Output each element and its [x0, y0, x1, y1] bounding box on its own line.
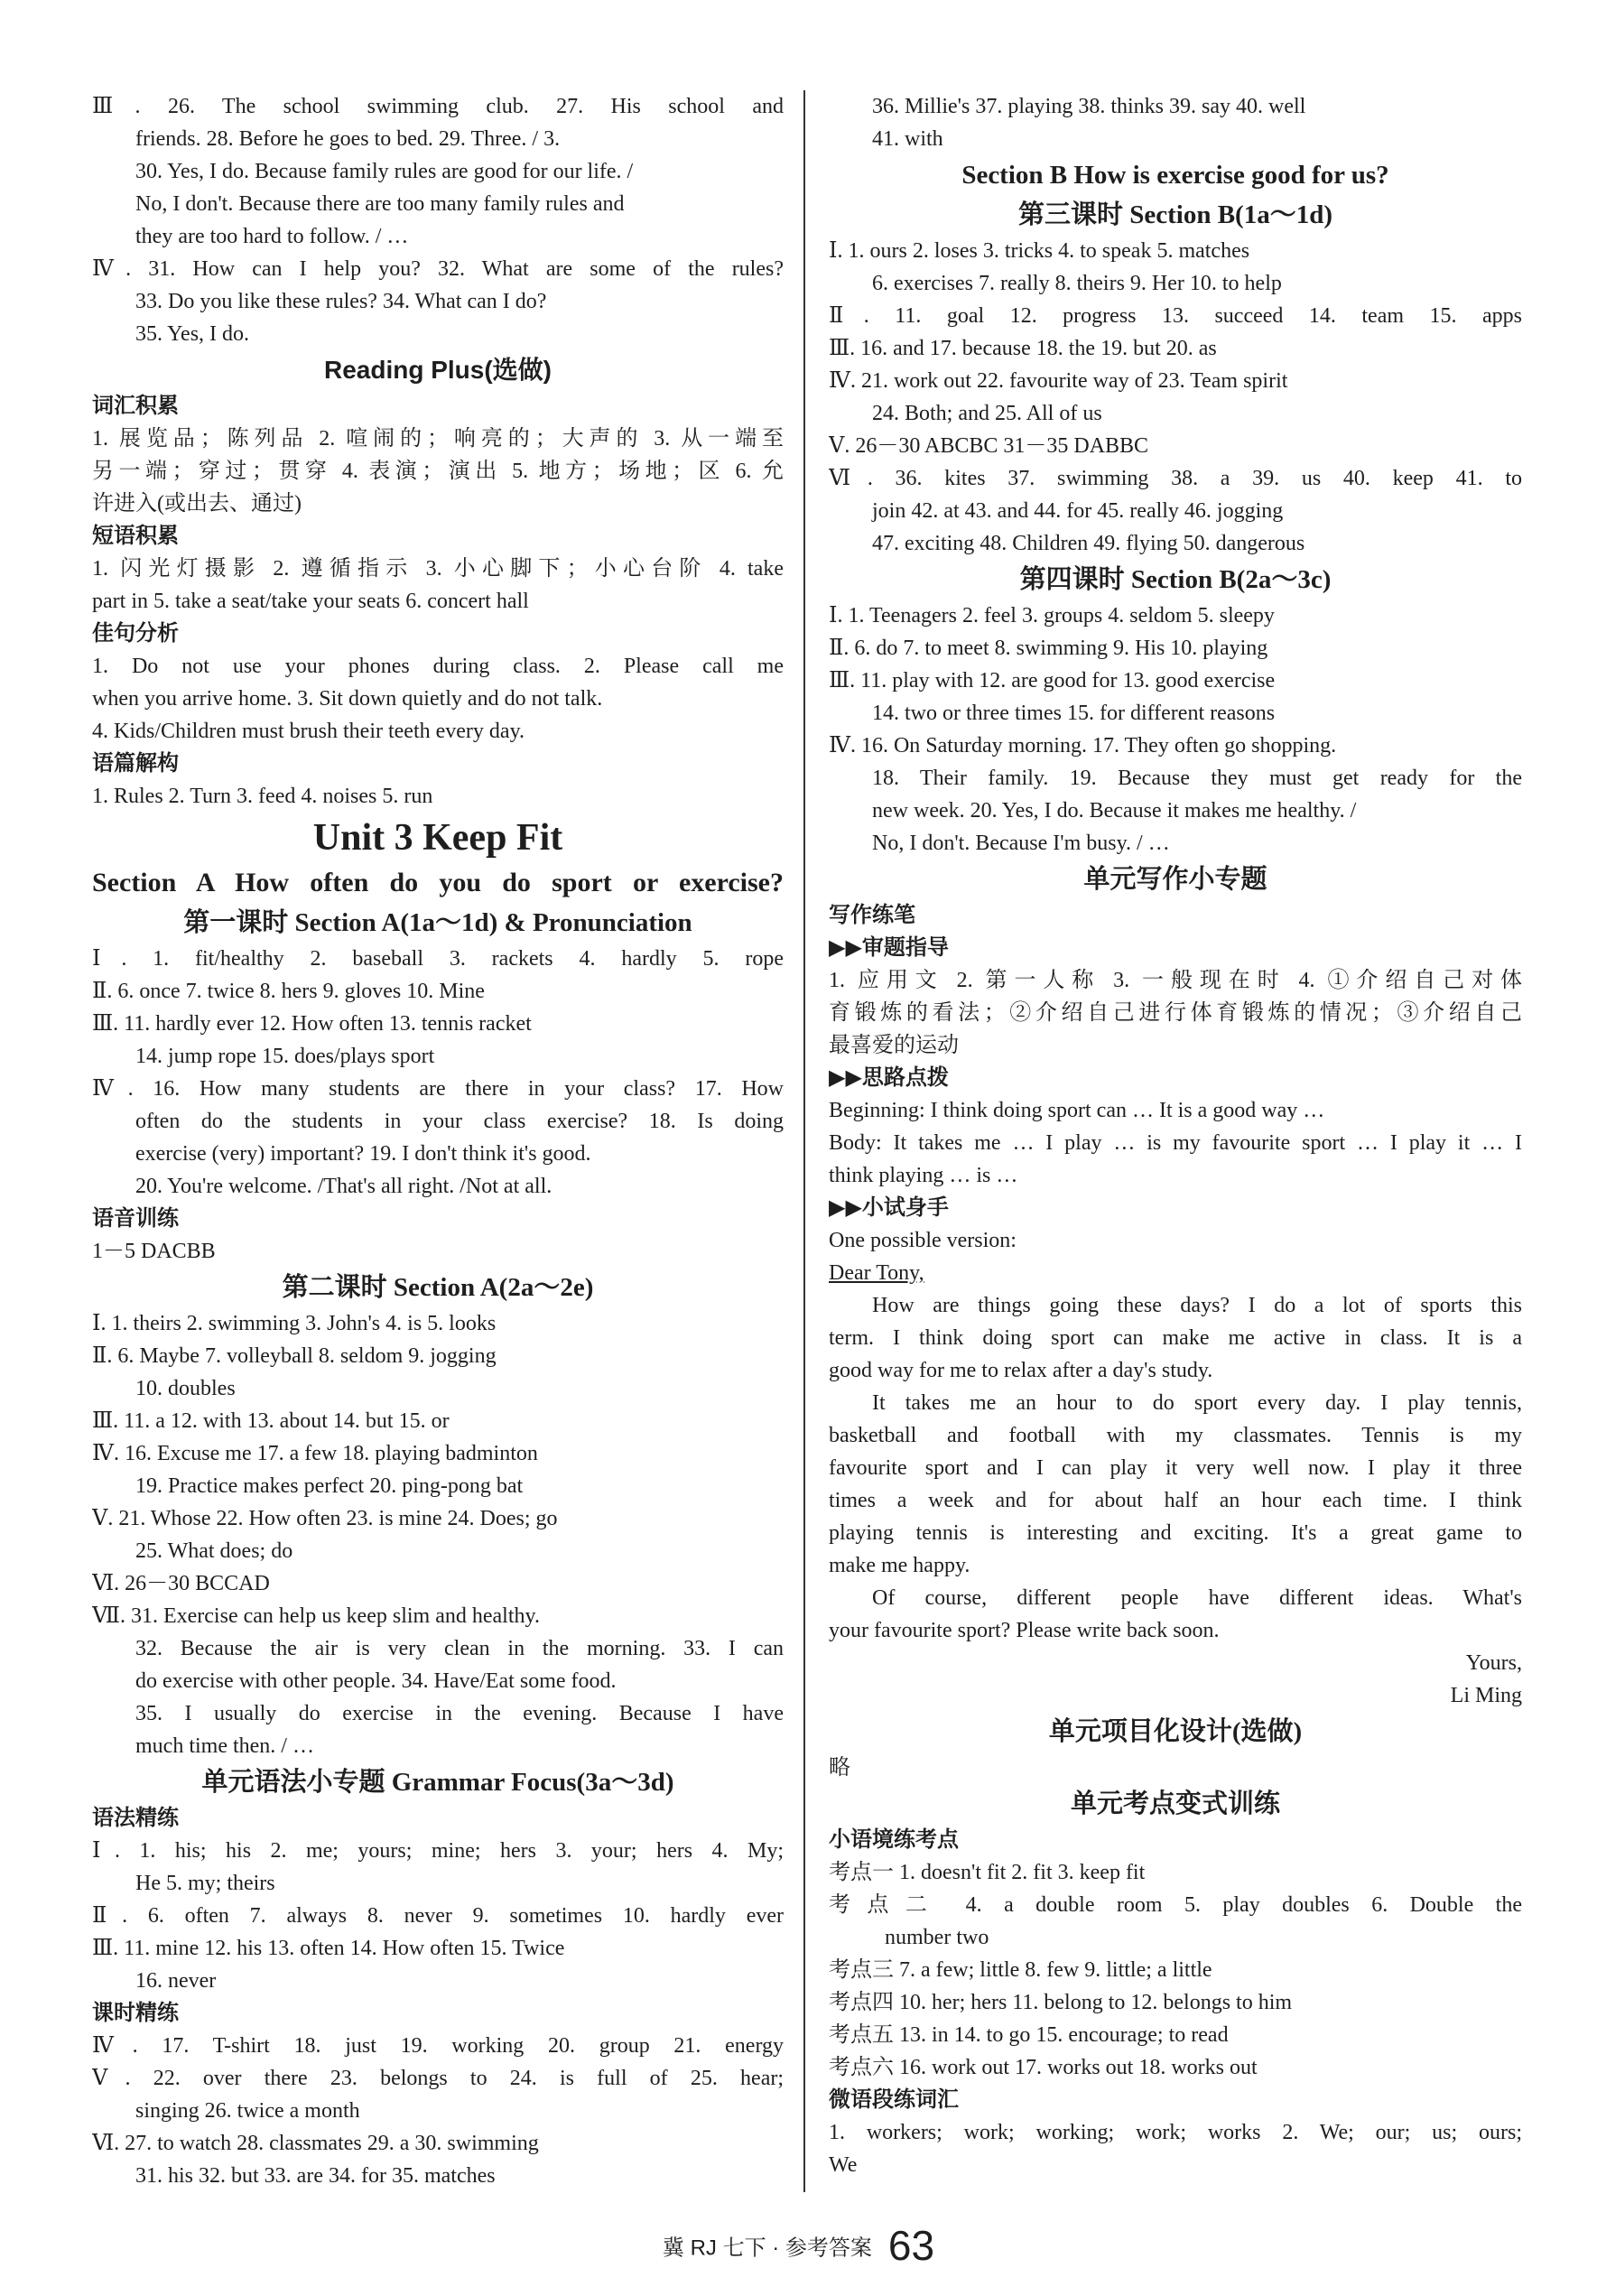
- right-line-15: Ⅰ. 1. Teenagers 2. feel 3. groups 4. seldom 5. sleepy: [829, 604, 1275, 627]
- left-line-13: 短语积累: [92, 524, 179, 548]
- right-line-20: 18. Their family. 19. Because they must get ready for the: [872, 767, 1522, 790]
- right-line-43: playing tennis is interesting and exciting. It's a great game to: [829, 1521, 1522, 1545]
- right-line-18: 14. two or three times 15. for different reasons: [872, 702, 1276, 725]
- left-line-50: 单元语法小专题 Grammar Focus(3a～3d): [201, 1768, 674, 1797]
- right-line-2: Section B How is exercise good for us?: [961, 161, 1389, 190]
- left-line-21: 1. Rules 2. Turn 3. feed 4. noises 5. run: [92, 785, 433, 808]
- right-column: [829, 90, 1522, 2181]
- right-line-16: Ⅱ. 6. do 7. to meet 8. swimming 9. His 10. playing: [829, 637, 1268, 660]
- left-line-57: 课时精练: [92, 2001, 179, 2025]
- left-line-47: do exercise with other people. 34. Have/Eat some food.: [135, 1669, 617, 1693]
- right-line-19: Ⅳ. 16. On Saturday morning. 17. They often go shopping.: [829, 734, 1337, 758]
- left-line-54: Ⅱ. 6. often 7. always 8. never 9. sometimes 10. hardly ever: [92, 1904, 784, 1928]
- right-line-22: No, I don't. Because I'm busy. / …: [872, 832, 1170, 855]
- left-line-10: 1. 展览品；陈列品 2. 喧闹的；响亮的；大声的 3. 从一端至: [92, 427, 784, 451]
- left-line-18: when you arrive home. 3. Sit down quietly and do not talk.: [92, 687, 603, 711]
- left-line-43: 25. What does; do: [135, 1539, 293, 1563]
- left-line-9: 词汇积累: [92, 394, 179, 418]
- right-line-12: join 42. at 43. and 44. for 45. really 46. jogging: [872, 499, 1284, 523]
- right-line-39: It takes me an hour to do sport every day. I play tennis,: [872, 1391, 1522, 1415]
- right-line-24: 写作练笔: [829, 903, 915, 927]
- left-line-36: Ⅰ. 1. theirs 2. swimming 3. John's 4. is 5. looks: [92, 1312, 497, 1335]
- right-line-5: 6. exercises 7. really 8. theirs 9. Her 10. to help: [872, 272, 1282, 295]
- left-line-42: Ⅴ. 21. Whose 22. How often 23. is mine 24. Does; go: [92, 1507, 558, 1530]
- left-line-30: often do the students in your class exercise? 18. Is doing: [135, 1110, 784, 1133]
- right-line-17: Ⅲ. 11. play with 12. are good for 13. good exercise: [829, 669, 1276, 693]
- footer-text: 冀 RJ 七下 · 参考答案: [662, 2236, 872, 2261]
- right-line-14: 第四课时 Section B(2a～3c): [1019, 565, 1332, 594]
- right-line-11: Ⅵ. 36. kites 37. swimming 38. a 39. us 40. keep 41. to: [829, 467, 1522, 490]
- right-line-45: Of course, different people have different ideas. What's: [872, 1586, 1522, 1610]
- column-divider: [803, 90, 805, 2192]
- right-line-57: 考点四 10. her; hers 11. belong to 12. belongs to him: [829, 1991, 1293, 2014]
- right-line-30: Beginning: I think doing sport can … It is a good way …: [829, 1099, 1325, 1122]
- left-line-4: they are too hard to follow. / …: [135, 225, 409, 248]
- right-line-34: One possible version:: [829, 1229, 1017, 1252]
- page-number: 63: [887, 2222, 935, 2269]
- left-line-16: 佳句分析: [92, 621, 179, 646]
- right-line-48: Li Ming: [1450, 1684, 1522, 1707]
- right-line-25: ▶▶审题指导: [829, 935, 949, 960]
- left-line-6: 33. Do you like these rules? 34. What can I do?: [135, 290, 547, 313]
- left-line-60: singing 26. twice a month: [135, 2099, 360, 2123]
- left-line-25: Ⅰ. 1. fit/healthy 2. baseball 3. rackets 4. hardly 5. rope: [92, 947, 784, 971]
- left-line-49: much time then. / …: [135, 1734, 314, 1758]
- right-line-61: 1. workers; work; working; work; works 2. We; our; us; ours;: [829, 2121, 1522, 2144]
- left-line-15: part in 5. take a seat/take your seats 6. concert hall: [92, 590, 529, 613]
- left-line-38: 10. doubles: [135, 1377, 236, 1400]
- left-line-58: Ⅳ. 17. T-shirt 18. just 19. working 20. group 21. energy: [92, 2034, 784, 2058]
- left-line-29: Ⅳ. 16. How many students are there in your class? 17. How: [92, 1077, 784, 1101]
- left-line-20: 语篇解构: [92, 751, 179, 776]
- left-line-23: Section A How often do you do sport or exercise?: [92, 868, 784, 897]
- right-line-40: basketball and football with my classmates. Tennis is my: [829, 1424, 1522, 1447]
- left-line-12: 许进入(或出去、通过): [92, 492, 302, 516]
- right-line-31: Body: It takes me … I play … is my favourite sport … I play it … I: [829, 1131, 1522, 1155]
- right-line-4: Ⅰ. 1. ours 2. loses 3. tricks 4. to speak 5. matches: [829, 239, 1250, 263]
- left-line-40: Ⅳ. 16. Excuse me 17. a few 18. playing badminton: [92, 1442, 538, 1465]
- right-line-29: ▶▶思路点拨: [829, 1065, 949, 1090]
- left-line-46: 32. Because the air is very clean in the morning. 33. I can: [135, 1637, 784, 1660]
- left-line-55: Ⅲ. 11. mine 12. his 13. often 14. How often 15. Twice: [92, 1937, 565, 1960]
- right-line-10: Ⅴ. 26－30 ABCBC 31－35 DABBC: [829, 434, 1149, 458]
- left-line-3: No, I don't. Because there are too many family rules and: [135, 192, 625, 216]
- left-line-31: exercise (very) important? 19. I don't think it's good.: [135, 1142, 591, 1166]
- left-line-48: 35. I usually do exercise in the evening. Because I have: [135, 1702, 784, 1725]
- left-line-37: Ⅱ. 6. Maybe 7. volleyball 8. seldom 9. jogging: [92, 1344, 497, 1368]
- left-line-32: 20. You're welcome. /That's all right. /Not at all.: [135, 1175, 552, 1198]
- right-line-27: 育锻炼的看法；②介绍自己进行体育锻炼的情况；③介绍自己: [829, 1001, 1522, 1025]
- page-footer: [0, 2221, 1597, 2270]
- right-line-1: 41. with: [872, 127, 943, 151]
- right-line-55: number two: [885, 1926, 989, 1949]
- left-line-0: Ⅲ. 26. The school swimming club. 27. His school and: [92, 95, 784, 118]
- right-line-21: new week. 20. Yes, I do. Because it makes me healthy. /: [872, 799, 1357, 823]
- left-line-1: friends. 28. Before he goes to bed. 29. Three. / 3.: [135, 127, 561, 151]
- left-line-59: Ⅴ. 22. over there 23. belongs to 24. is full of 25. hear;: [92, 2067, 784, 2090]
- right-line-23: 单元写作小专题: [1083, 865, 1267, 894]
- left-line-51: 语法精练: [92, 1806, 179, 1830]
- right-line-3: 第三课时 Section B(1a～1d): [1017, 200, 1332, 229]
- right-line-41: favourite sport and I can play it very well now. I play it three: [829, 1456, 1522, 1480]
- right-line-13: 47. exciting 48. Children 49. flying 50. dangerous: [872, 532, 1305, 555]
- right-line-38: good way for me to relax after a day's study.: [829, 1359, 1213, 1382]
- right-line-60: 微语段练词汇: [829, 2087, 959, 2112]
- right-line-49: 单元项目化设计(选做): [1048, 1717, 1303, 1746]
- left-line-19: 4. Kids/Children must brush their teeth every day.: [92, 720, 525, 743]
- right-line-33: ▶▶小试身手: [829, 1195, 949, 1220]
- left-line-14: 1. 闪光灯摄影 2. 遵循指示 3. 小心脚下；小心台阶 4. take: [92, 557, 784, 581]
- left-line-61: Ⅵ. 27. to watch 28. classmates 29. a 30. swimming: [92, 2132, 539, 2155]
- left-line-7: 35. Yes, I do.: [135, 322, 250, 346]
- right-line-59: 考点六 16. work out 17. works out 18. works out: [829, 2056, 1258, 2079]
- left-line-5: Ⅳ. 31. How can I help you? 32. What are some of the rules?: [92, 257, 784, 281]
- left-line-22: Unit 3 Keep Fit: [312, 817, 563, 859]
- right-line-42: times a week and for about half an hour each time. I think: [829, 1489, 1522, 1512]
- right-line-36: How are things going these days? I do a lot of sports this: [872, 1294, 1522, 1317]
- left-line-28: 14. jump rope 15. does/plays sport: [135, 1045, 435, 1068]
- left-column: [92, 90, 784, 2192]
- left-line-41: 19. Practice makes perfect 20. ping-pong bat: [135, 1474, 524, 1498]
- right-line-54: 考点二 4. a double room 5. play doubles 6. Double the: [829, 1893, 1522, 1917]
- left-line-39: Ⅲ. 11. a 12. with 13. about 14. but 15. or: [92, 1409, 450, 1433]
- left-line-44: Ⅵ. 26－30 BCCAD: [92, 1572, 270, 1595]
- right-line-9: 24. Both; and 25. All of us: [872, 402, 1102, 425]
- right-line-58: 考点五 13. in 14. to go 15. encourage; to read: [829, 2023, 1229, 2047]
- right-line-56: 考点三 7. a few; little 8. few 9. little; a little: [829, 1958, 1212, 1982]
- right-line-53: 考点一 1. doesn't fit 2. fit 3. keep fit: [829, 1861, 1146, 1884]
- right-line-32: think playing … is …: [829, 1164, 1018, 1187]
- left-line-2: 30. Yes, I do. Because family rules are good for our life. /: [135, 160, 634, 183]
- right-line-52: 小语境练考点: [829, 1827, 959, 1852]
- right-line-50: 略: [829, 1756, 850, 1780]
- right-line-37: term. I think doing sport can make me active in class. It is a: [829, 1326, 1522, 1350]
- right-line-6: Ⅱ. 11. goal 12. progress 13. succeed 14. team 15. apps: [829, 304, 1522, 328]
- right-line-0: 36. Millie's 37. playing 38. thinks 39. say 40. well: [872, 95, 1306, 118]
- left-line-35: 第二课时 Section A(2a～2e): [282, 1273, 594, 1302]
- right-line-51: 单元考点变式训练: [1070, 1789, 1280, 1818]
- left-line-52: Ⅰ. 1. his; his 2. me; yours; mine; hers 3. your; hers 4. My;: [92, 1839, 784, 1863]
- left-line-11: 另一端；穿过；贯穿 4. 表演；演出 5. 地方；场地；区 6. 允: [92, 460, 784, 483]
- left-line-26: Ⅱ. 6. once 7. twice 8. hers 9. gloves 10. Mine: [92, 980, 485, 1003]
- right-line-62: We: [829, 2153, 858, 2177]
- left-line-34: 1－5 DACBB: [92, 1240, 216, 1263]
- right-line-26: 1. 应用文 2. 第一人称 3. 一般现在时 4. ①介绍自己对体: [829, 969, 1522, 992]
- right-line-47: Yours,: [1465, 1651, 1522, 1675]
- left-line-45: Ⅶ. 31. Exercise can help us keep slim and healthy.: [92, 1604, 540, 1628]
- left-line-33: 语音训练: [92, 1206, 179, 1231]
- left-line-8: Reading Plus(选做): [323, 356, 552, 384]
- left-line-62: 31. his 32. but 33. are 34. for 35. matches: [135, 2164, 496, 2188]
- left-line-17: 1. Do not use your phones during class. 2. Please call me: [92, 655, 784, 678]
- left-line-27: Ⅲ. 11. hardly ever 12. How often 13. tennis racket: [92, 1012, 532, 1036]
- right-line-44: make me happy.: [829, 1554, 970, 1577]
- right-line-28: 最喜爱的运动: [829, 1034, 959, 1057]
- right-line-8: Ⅳ. 21. work out 22. favourite way of 23. Team spirit: [829, 369, 1288, 393]
- left-line-53: He 5. my; theirs: [135, 1872, 275, 1895]
- right-line-7: Ⅲ. 16. and 17. because 18. the 19. but 20. as: [829, 337, 1217, 360]
- left-line-56: 16. never: [135, 1969, 217, 1993]
- right-line-46: your favourite sport? Please write back soon.: [829, 1619, 1220, 1642]
- left-line-24: 第一课时 Section A(1a～1d) & Pronunciation: [183, 908, 692, 937]
- right-line-35: Dear Tony,: [829, 1261, 924, 1285]
